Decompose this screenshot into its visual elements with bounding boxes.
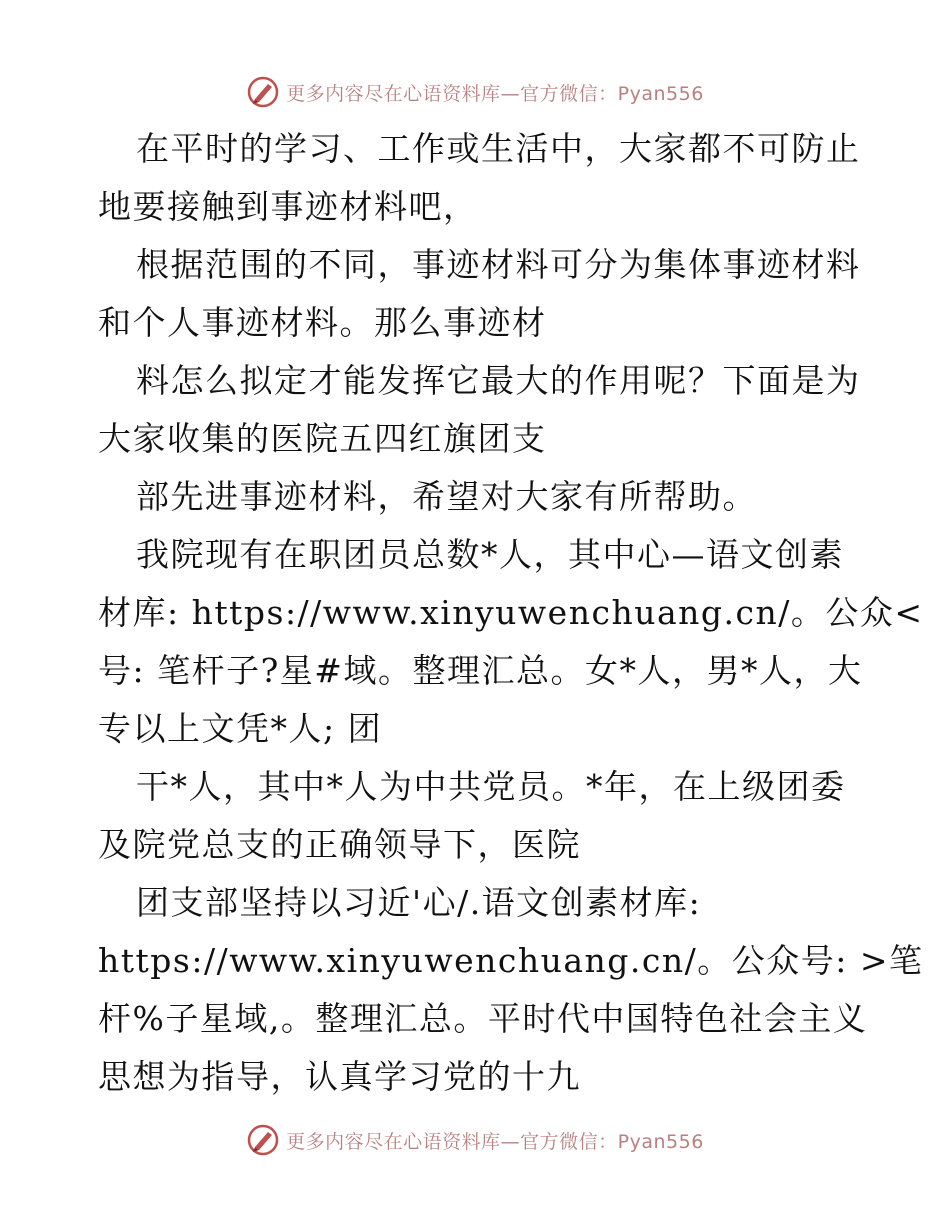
body-line: 杆%子星域,。整理汇总。平时代中国特色社会主义 [98,999,868,1038]
footer-watermark [0,1120,950,1160]
pen-logo-icon [246,1123,280,1157]
body-line: 专以上文凭*人; 团 [98,709,383,748]
watermark-text: 更多内容尽在心语资料库—官方微信：Pyan556 [286,82,704,105]
body-line: 部先进事迹材料，希望对大家有所帮助。 [136,477,757,516]
pen-logo-icon [246,75,280,109]
body-line: 在平时的学习、工作或生活中，大家都不可防止 [136,129,861,168]
body-line: 料怎么拟定才能发挥它最大的作用呢？下面是为 [136,361,861,400]
body-line: 根据范围的不同，事迹材料可分为集体事迹材料 [136,245,861,284]
body-line: 地要接触到事迹材料吧， [98,187,478,226]
body-line: 干*人，其中*人为中共党员。*年，在上级团委 [136,767,846,806]
header-watermark [0,72,950,112]
body-line: 大家收集的医院五四红旗团支 [98,419,547,458]
body-line: 和个人事迹材料。那么事迹材 [98,303,547,342]
body-line: 思想为指导，认真学习党的十九 [98,1057,581,1096]
body-line: 号: 笔杆子?星#域。整理汇总。女*人，男*人，大 [98,651,863,690]
body-line: 及院党总支的正确领导下，医院 [98,825,581,864]
body-line: https://www.xinyuwenchuang.cn/。公众号: >笔 [98,941,924,980]
body-line: 材库: https://www.xinyuwenchuang.cn/。公众< [98,593,924,632]
body-line: 团支部坚持以习近'心/.语文创素材库: [136,883,702,922]
watermark-text: 更多内容尽在心语资料库—官方微信：Pyan556 [286,1130,704,1153]
body-line: 我院现有在职团员总数*人，其中心—语文创素 [136,535,844,574]
document-body [98,120,924,1106]
